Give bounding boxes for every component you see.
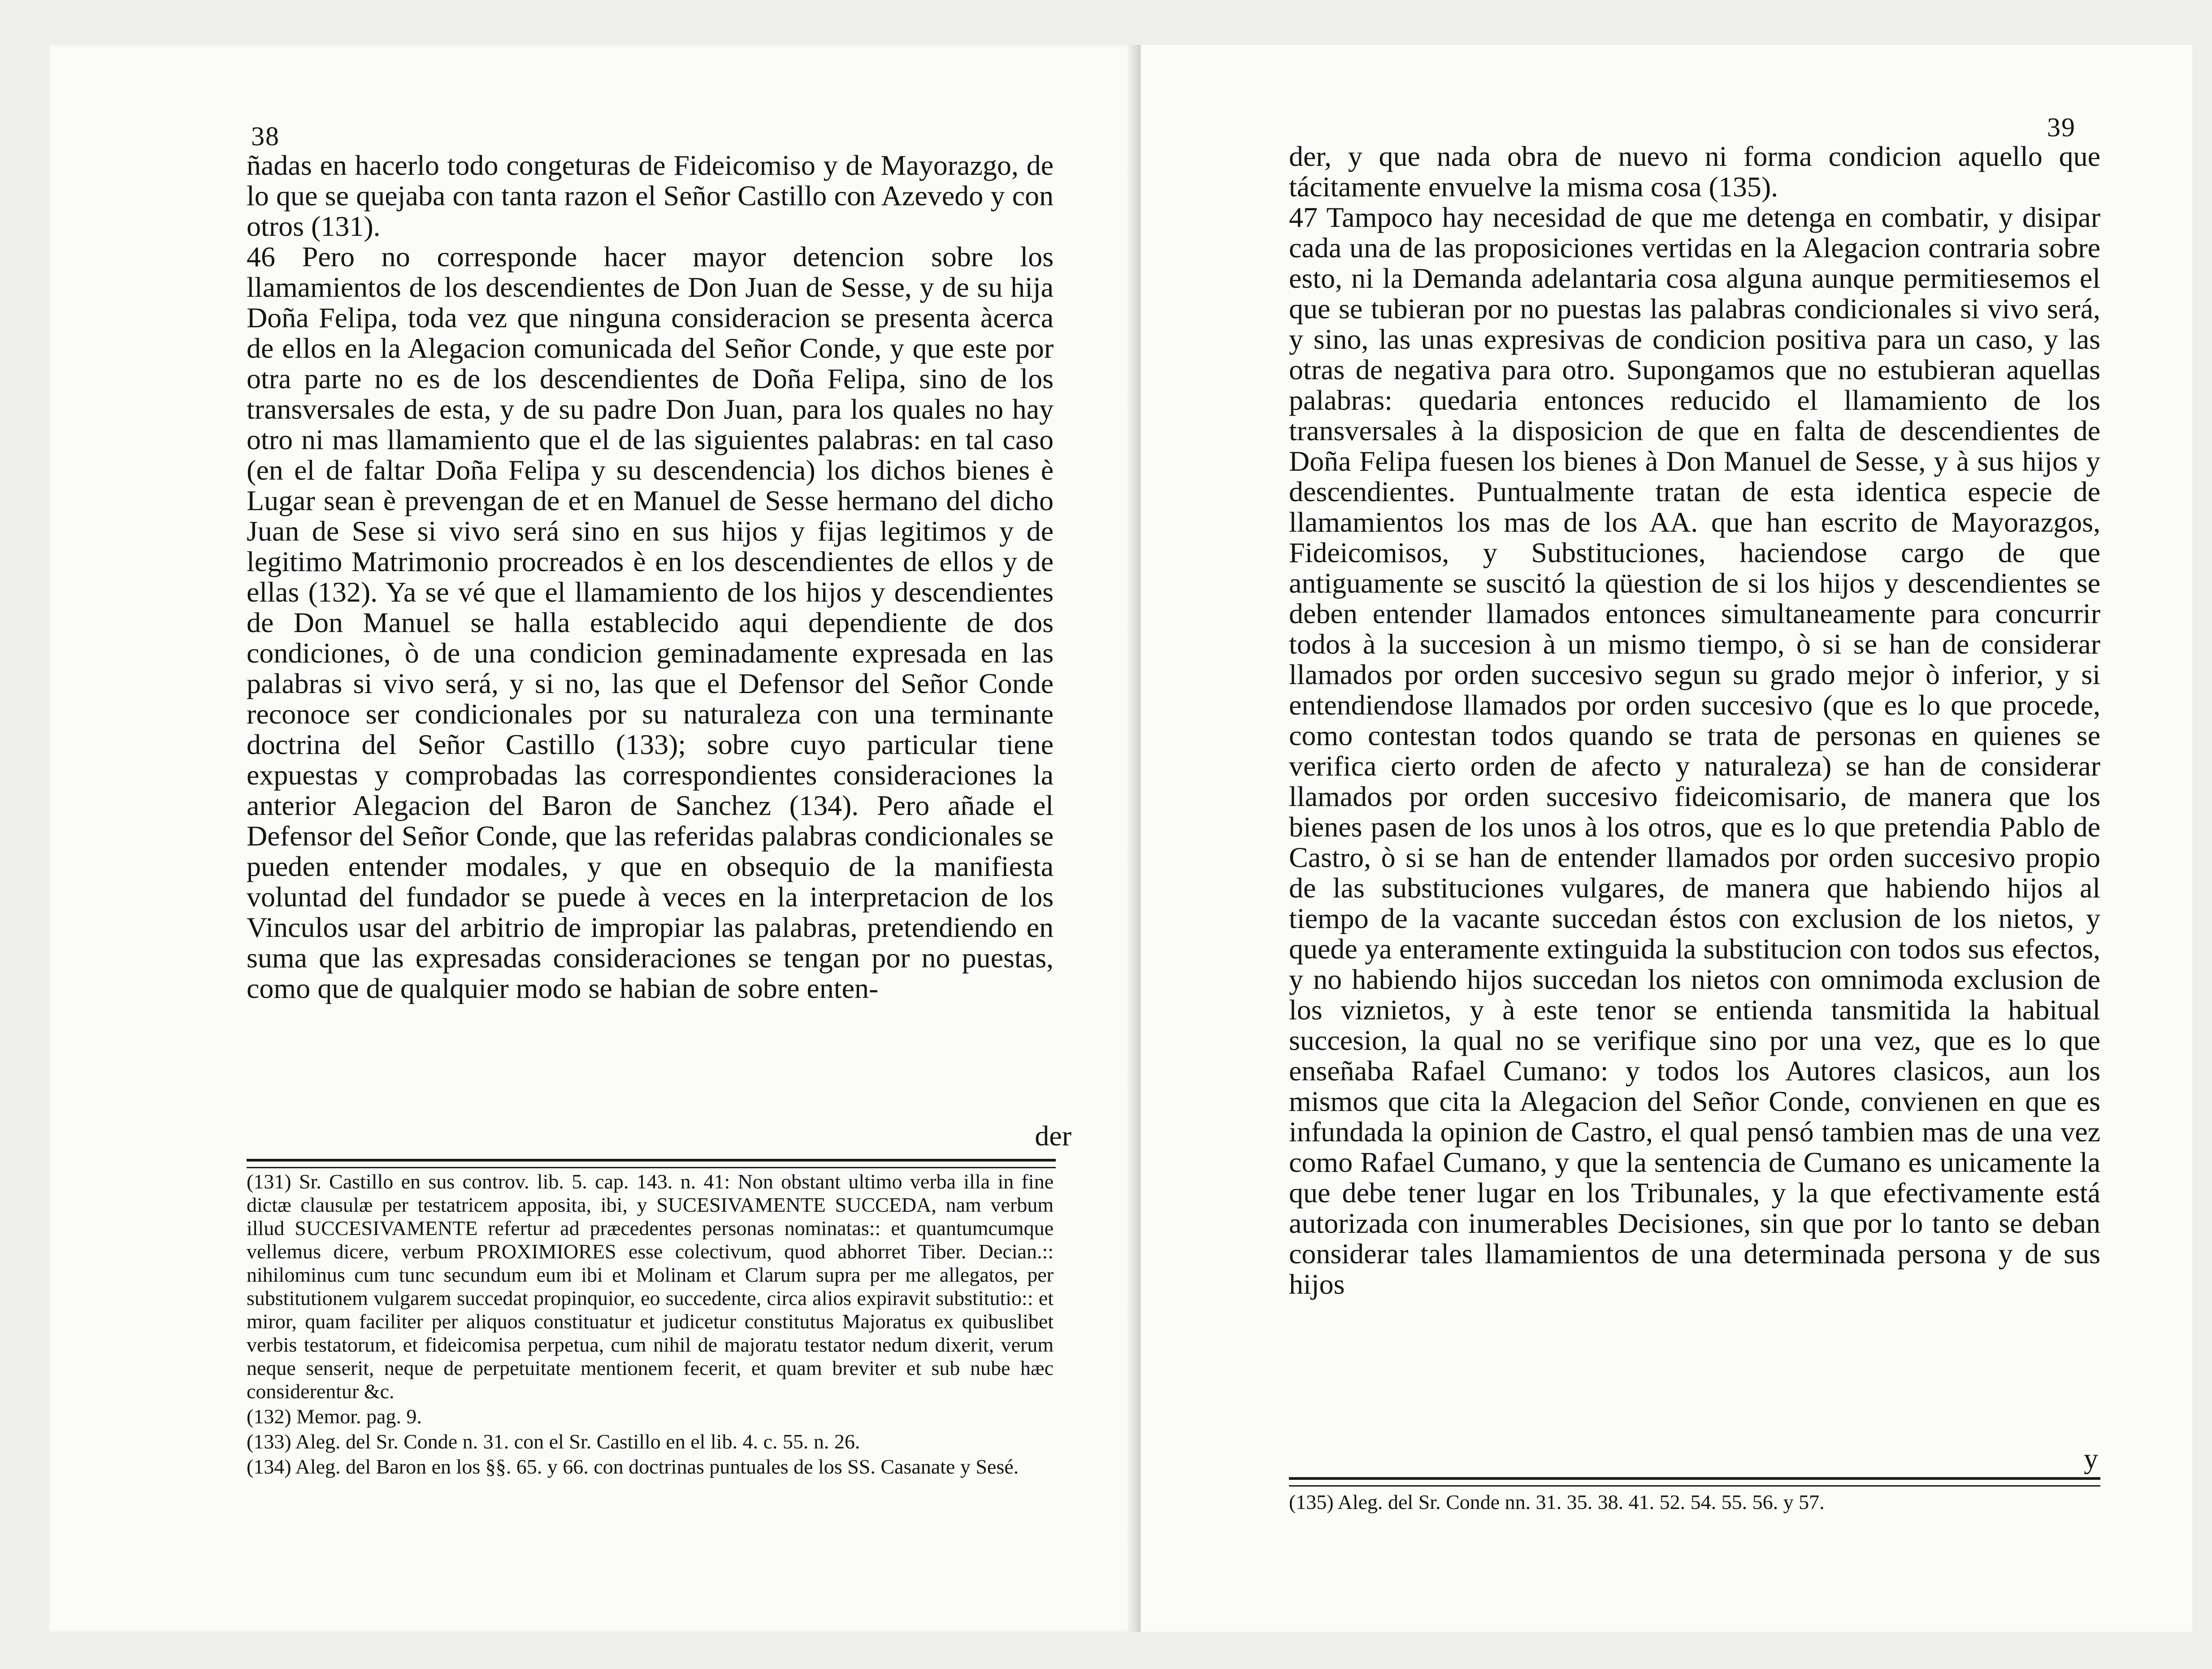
page-number-left: 38 [251, 121, 280, 151]
footnote: (135) Aleg. del Sr. Conde nn. 31. 35. 38. 41. 52. 54. 55. 56. y 57. [1289, 1491, 1825, 1513]
catchword-right: y [2084, 1443, 2098, 1474]
book-spread [31, 18, 2210, 1650]
footnote-rule-left [247, 1159, 1056, 1168]
left-page [49, 45, 1136, 1632]
footnote: (133) Aleg. del Sr. Conde n. 31. con el Sr. Castillo en el lib. 4. c. 55. n. 26. [247, 1430, 860, 1453]
paragraph: ñadas en hacerlo todo congeturas de Fideicomiso y de Mayorazgo, de lo que se quejaba con tanta razon el Señor Castillo con Azevedo y con otros (131). [247, 149, 1054, 242]
footnote: (131) Sr. Castillo en sus controv. lib. 5. cap. 143. n. 41: Non obstant ultimo verba illa in fine dictæ clausulæ per testatricem apposita, ibi, y SUCESIVAMENTE SUCCEDA, nam verbum illud SUCCESIVAMENTE refertur ad præcedentes personas nominatas:: et quantumcumque vellemus dicere, verbum PROXIMIORES esse colectivum, quod abhorret Tiber. Decian.:: nihilominus cum tunc secundum eum ibi et Molinam et Clarum supra per me allegatos, per substitutionem vulgarem succedat propinquior, eo succedente, circa alios expiravit substitutio:: et miror, quam faciliter per aliquos constituatur et judicetur constitutus Majoratus ex quibuslibet verbis testatorum, et fideicomisa perpetua, cum nihil de majoratu testator nedum dixerit, verum neque senserit, neque de perpetuitate mentionem fecerit, et quam breviter et sub nube hæc considerentur &c. [247, 1170, 1054, 1403]
right-body-text [1289, 141, 2100, 1300]
footnotes-left [247, 1170, 1054, 1478]
catchword-left: der [1035, 1120, 1071, 1152]
left-body-text [247, 150, 1054, 1004]
right-page [1141, 45, 2192, 1632]
paragraph: 47 Tampoco hay necesidad de que me detenga en combatir, y disipar cada una de las proposiciones vertidas en la Alegacion contraria sobre esto, ni la Demanda adelantaria cosa alguna aunque permitiesemos el que se tubieran por no puestas las palabras condicionales si vivo será, y sino, las unas expresivas de condicion positiva para un caso, y las otras de negativa para otro. Supongamos que no estubieran aquellas palabras: quedaria entonces reducido el llamamiento de los transversales à la disposicion de que en falta de descendientes de Doña Felipa fuesen los bienes à Don Manuel de Sesse, y à sus hijos y descendientes. Puntualmente tratan de esta identica especie de llamamientos los mas de los AA. que han escrito de Mayorazgos, Fideicomisos, y Substituciones, haciendose cargo de que antiguamente se suscitó la qüestion de si los hijos y descendientes se deben entender llamados entonces simultaneamente para concurrir todos à la succesion à un mismo tiempo, ò si se han de considerar llamados por orden succesivo segun su grado mejor ò inferior, y si entendiendose llamados por orden succesivo (que es lo que procede, como contestan todos quando se trata de personas en quienes se verifica cierto orden de afecto y naturaleza) se han de considerar llamados por orden succesivo fideicomisario, de manera que los bienes pasen de los unos à los otros, que es lo que pretendia Pablo de Castro, ò si se han de entender llamados por orden succesivo propio de las substituciones vulgares, de manera que habiendo hijos al tiempo de la vacante succedan éstos con exclusion de los nietos, y quede ya enteramente extinguida la substitucion con todos sus efectos, y no habiendo hijos succedan los nietos con omnimoda exclusion de los viznietos, y à este tenor se entienda tansmitida la habitual succesion, la qual no se verifique sino por una vez, que es lo que enseñaba Rafael Cumano: y todos los Autores clasicos, aun los mismos que cita la Alegacion del Señor Conde, convienen en que es infundada la opinion de Castro, el qual pensó tambien mas de una vez como Rafael Cumano, y que la sentencia de Cumano es unicamente la que debe tener lugar en los Tribunales, y la que efectivamente está autorizada con inumerables Decisiones, sin que por lo tanto se deban considerar tales llamamientos de una determinada persona y de sus hijos [1289, 201, 2100, 1300]
footnote: (132) Memor. pag. 9. [247, 1405, 422, 1428]
page-number-right: 39 [2047, 113, 2076, 142]
paragraph: 46 Pero no corresponde hacer mayor detencion sobre los llamamientos de los descendientes de Don Juan de Sesse, y de su hija Doña Felipa, toda vez que ninguna consideracion se presenta àcerca de ellos en la Alegacion comunicada del Señor Conde, y que este por otra parte no es de los descendientes de Doña Felipa, sino de los transversales de esta, y de su padre Don Juan, para los quales no hay otro ni mas llamamiento que el de las siguientes palabras: en tal caso (en el de faltar Doña Felipa y su descendencia) los dichos bienes è Lugar sean è prevengan de et en Manuel de Sesse hermano del dicho Juan de Sese si vivo será sino en sus hijos y fijas legitimos y de legitimo Matrimonio procreados è en los descendientes de ellos y de ellas (132). Ya se vé que el llamamiento de los hijos y descendientes de Don Manuel se halla establecido aqui dependiente de dos condiciones, ò de una condicion geminadamente expresada en las palabras si vivo será, y si no, las que el Defensor del Señor Conde reconoce ser condicionales por su naturaleza con una terminante doctrina del Señor Castillo (133); sobre cuyo particular tiene expuestas y comprobadas las correspondientes consideraciones la anterior Alegacion del Baron de Sanchez (134). Pero añade el Defensor del Señor Conde, que las referidas palabras condicionales se pueden entender modales, y que en obsequio de la manifiesta voluntad del fundador se puede à veces en la interpretacion de los Vinculos usar del arbitrio de impropiar las palabras, pretendiendo en suma que las expresadas consideraciones se tengan por no puestas, como que de qualquier modo se habian de sobre enten- [247, 241, 1054, 1004]
footnote-rule-right [1289, 1477, 2100, 1487]
footnote: (134) Aleg. del Baron en los §§. 65. y 66. con doctrinas puntuales de los SS. Casanate y Sesé. [247, 1455, 1019, 1478]
paragraph: der, y que nada obra de nuevo ni forma condicion aquello que tácitamente envuelve la misma cosa (135). [1289, 140, 2100, 203]
footnotes-right [1289, 1491, 2100, 1514]
